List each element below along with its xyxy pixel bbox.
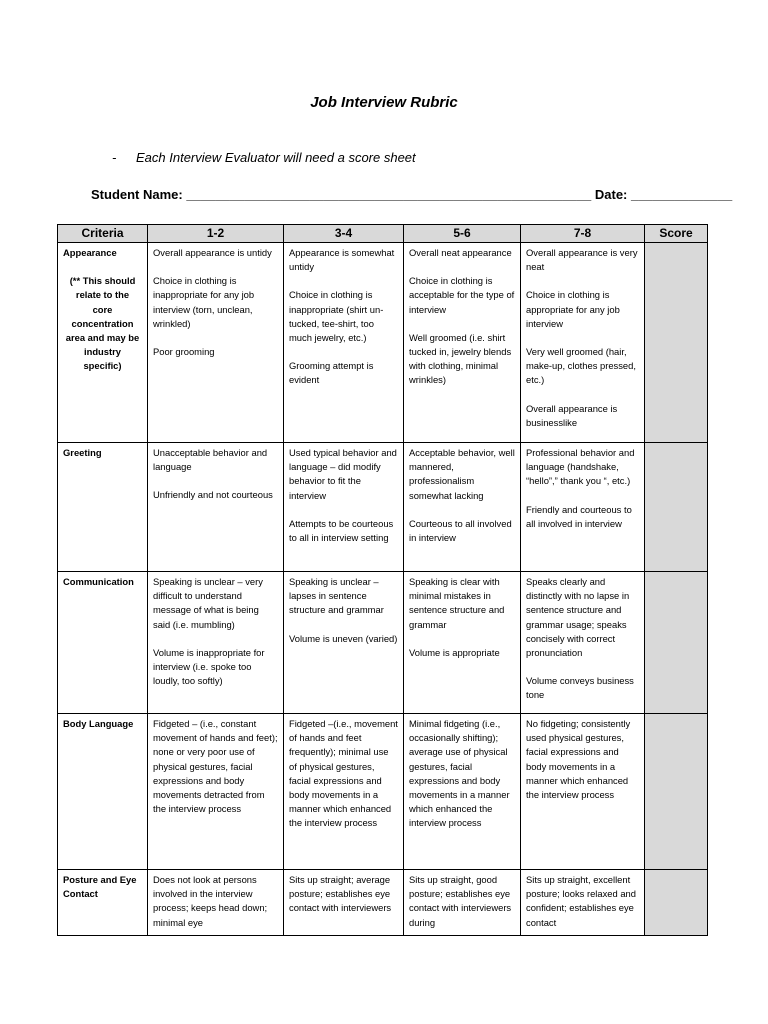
cell-text: Volume is inappropriate for interview (i.e. spoke too loudly, too softly): [153, 646, 265, 687]
rating-cell: [404, 870, 521, 936]
table-row: [58, 870, 708, 936]
cell-text: Unfriendly and not courteous: [153, 489, 273, 501]
cell-text: Speaking is unclear – very difficult to understand message of what is being said (i.e. mumbling): [153, 576, 263, 630]
cell-text: Volume is appropriate: [409, 646, 500, 658]
rating-cell: [148, 870, 284, 936]
rating-cell: [404, 443, 521, 572]
cell-text: Sits up straight, excellent posture; looks relaxed and confident; establishes eye contact: [526, 874, 636, 928]
cell-text: Professional behavior and language (handshake, “hello”,” thank you “, etc.): [526, 447, 635, 487]
cell-text: Overall appearance is businesslike: [526, 402, 618, 428]
rubric-table: [57, 224, 708, 936]
cell-text: Speaking is unclear – lapses in sentence structure and grammar: [289, 576, 384, 616]
header-score: Score: [645, 225, 708, 243]
cell-text: Fidgeted – (i.e., constant movement of hands and feet); none or very poor use of physical gestures, facial expressions and body movements detracted from the interview process: [153, 718, 278, 815]
cell-text: Speaking is clear with minimal mistakes in sentence structure and grammar: [409, 576, 505, 630]
cell-text: Overall appearance is untidy: [153, 247, 272, 258]
cell-text: Choice in clothing is inappropriate for any job interview (torn, unclean, wrinkled): [153, 275, 255, 329]
criteria-cell: [58, 443, 148, 572]
score-cell[interactable]: [645, 243, 708, 443]
student-info-line: [91, 187, 732, 202]
criteria-label: Greeting: [63, 447, 102, 458]
rating-cell: [284, 714, 404, 870]
cell-text: Grooming attempt is evident: [289, 360, 374, 386]
cell-text: Minimal fidgeting (i.e., occasionally shifting); average use of physical gestures, facial expressions and body movements in a manner which enhanced the interview process: [409, 718, 510, 829]
cell-text: Does not look at persons involved in the interview process; keeps head down; minimal eye: [153, 874, 268, 928]
cell-text: Attempts to be courteous to all in interview setting: [289, 517, 394, 544]
criteria-cell: [58, 714, 148, 870]
rating-cell: [284, 870, 404, 936]
cell-text: Used typical behavior and language – did modify behavior to fit the interview: [289, 447, 397, 501]
criteria-label: Appearance: [63, 247, 117, 258]
table-row: [58, 243, 708, 443]
criteria-label: Body Language: [63, 718, 134, 729]
cell-text: Overall neat appearance: [409, 247, 512, 258]
cell-text: Poor grooming: [153, 346, 215, 358]
cell-text: Volume conveys business tone: [526, 675, 634, 701]
score-cell[interactable]: [645, 714, 708, 870]
rating-cell: [284, 443, 404, 572]
rating-cell: [284, 243, 404, 443]
cell-text: Appearance is somewhat untidy: [289, 247, 395, 273]
criteria-label: Communication: [63, 576, 134, 587]
rating-cell: [404, 714, 521, 870]
rating-cell: [521, 443, 645, 572]
rating-cell: [521, 572, 645, 714]
cell-text: Fidgeted –(i.e., movement of hands and feet frequently); minimal use of physical gestures, facial expressions and body movements in a manner which enhanced the interview process: [289, 718, 398, 829]
criteria-cell: [58, 870, 148, 936]
rating-cell: [148, 443, 284, 572]
table-row: [58, 572, 708, 714]
document-title: Job Interview Rubric: [310, 94, 458, 111]
criteria-cell: [58, 243, 148, 443]
cell-text: Well groomed (i.e. shirt tucked in, jewelry blends with clothing, minimal wrinkles): [409, 331, 512, 386]
table-row: [58, 714, 708, 870]
rating-cell: [284, 572, 404, 714]
criteria-note: (** This should relate to the core concentration area and may be industry specific): [65, 275, 140, 372]
header-score-3-4: 3-4: [284, 225, 404, 243]
cell-text: Sits up straight, good posture; establishes eye contact with interviewers during: [409, 874, 512, 928]
cell-text: Courteous to all involved in interview: [409, 517, 512, 544]
date-blank: ______________: [631, 187, 733, 202]
cell-text: Very well groomed (hair, make-up, clothes pressed, etc.): [526, 346, 636, 386]
cell-text: Friendly and courteous to all involved in interview: [526, 503, 632, 529]
instruction-text: Each Interview Evaluator will need a score sheet: [136, 150, 416, 165]
cell-text: Choice in clothing is appropriate for any job interview: [526, 289, 620, 329]
student-name-blank: ________________________________________________________: [186, 187, 592, 202]
header-score-5-6: 5-6: [404, 225, 521, 243]
header-score-1-2: 1-2: [148, 225, 284, 243]
cell-text: No fidgeting; consistently used physical gestures, facial expressions and body movements in a manner which enhanced the interview process: [526, 718, 631, 801]
rating-cell: [521, 870, 645, 936]
criteria-label: Posture and Eye Contact: [63, 874, 137, 900]
rating-cell: [521, 714, 645, 870]
cell-text: Speaks clearly and distinctly with no lapse in sentence structure and grammar usage; speaks concisely with correct pronunciation: [526, 576, 630, 659]
score-cell[interactable]: [645, 870, 708, 936]
bullet-dash: -: [112, 150, 117, 165]
score-cell[interactable]: [645, 572, 708, 714]
rating-cell: [521, 243, 645, 443]
instruction-bullet: [112, 150, 416, 165]
score-cell[interactable]: [645, 443, 708, 572]
date-label: Date:: [594, 187, 628, 202]
table-row: [58, 443, 708, 572]
rating-cell: [148, 572, 284, 714]
cell-text: Volume is uneven (varied): [289, 632, 398, 644]
rating-cell: [148, 714, 284, 870]
header-score-7-8: 7-8: [521, 225, 645, 243]
header-criteria: Criteria: [58, 225, 148, 243]
criteria-cell: [58, 572, 148, 714]
cell-text: Acceptable behavior, well mannered, professionalism somewhat lacking: [409, 447, 515, 501]
rating-cell: [404, 243, 521, 443]
cell-text: Sits up straight; average posture; establishes eye contact with interviewers: [289, 874, 392, 914]
student-name-label: Student Name:: [91, 187, 183, 202]
rating-cell: [404, 572, 521, 714]
cell-text: Unacceptable behavior and language: [153, 447, 268, 473]
cell-text: Overall appearance is very neat: [526, 247, 638, 273]
header-row: [58, 225, 708, 243]
rating-cell: [148, 243, 284, 443]
cell-text: Choice in clothing is inappropriate (shirt un-tucked, tee-shirt, too much jewelry, etc.): [289, 289, 384, 344]
cell-text: Choice in clothing is acceptable for the type of interview: [409, 275, 515, 315]
